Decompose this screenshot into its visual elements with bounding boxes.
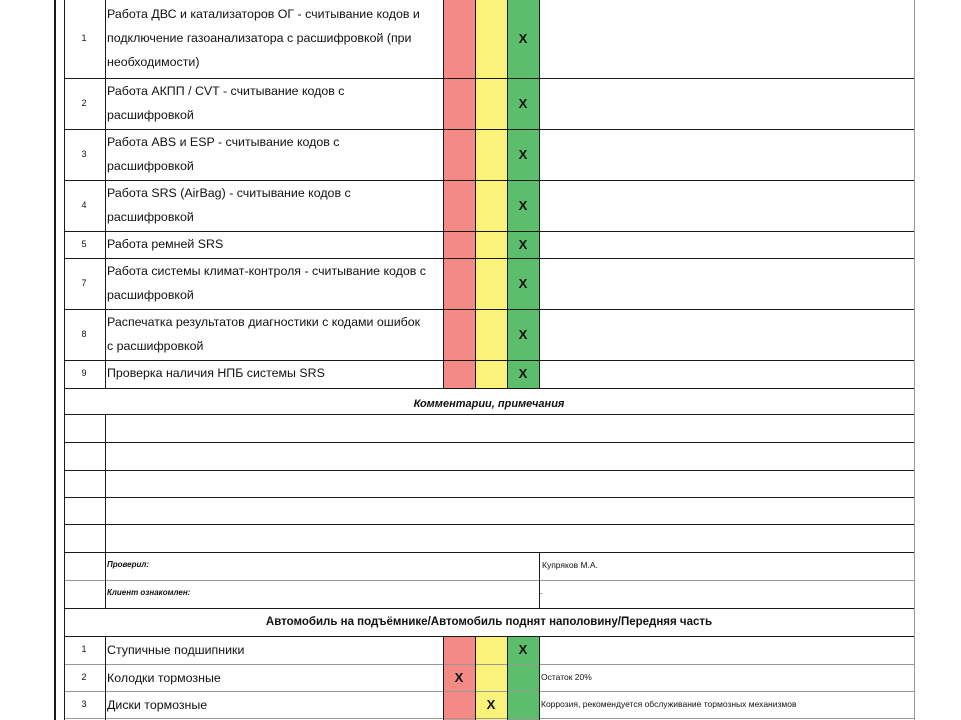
status-mark: X — [518, 197, 528, 213]
check-item-label: Работа ремней SRS — [107, 236, 224, 251]
yellow-column — [475, 0, 507, 388]
check-item-label: Работа системы климат-контроля - считывание кодов с — [107, 263, 426, 278]
check-item-label: Работа SRS (AirBag) - считывание кодов с — [107, 185, 351, 200]
v-rule — [539, 0, 540, 388]
client-acknowledged-label: Клиент ознакомлен: — [107, 588, 191, 597]
check-item-label: Ступичные подшипники — [107, 643, 245, 657]
h-rule — [64, 442, 914, 443]
row-number: 4 — [81, 199, 87, 210]
row-number: 7 — [81, 277, 87, 288]
check-item-label: Проверка наличия НПБ системы SRS — [107, 366, 325, 380]
status-mark: X — [518, 366, 528, 381]
v-rule — [105, 0, 106, 388]
status-mark: X — [518, 326, 528, 342]
h-rule — [64, 414, 914, 415]
section-lift-front-title: Автомобиль на подъёмнике/Автомобиль поднят наполовину/Передняя часть — [265, 616, 713, 628]
row-number: 5 — [81, 238, 87, 249]
row-number: 8 — [81, 328, 87, 339]
item-note: Коррозия, рекомендуется обслуживание тормозных механизмов — [541, 698, 797, 709]
check-item-label: Работа ДВС и катализаторов ОГ - считывание кодов и — [107, 7, 420, 21]
h-rule — [64, 636, 914, 637]
v-rule — [914, 0, 915, 720]
v-rule — [105, 552, 106, 608]
h-rule — [64, 718, 914, 719]
status-mark: X — [518, 95, 528, 111]
checked-by-value: Купряков М.А. — [542, 560, 598, 570]
item-note: Остаток 20% — [541, 671, 592, 682]
v-rule — [539, 636, 540, 720]
h-rule — [64, 580, 914, 581]
check-item-label: Распечатка результатов диагностики с кодами ошибок — [107, 314, 421, 329]
v-rule — [64, 388, 65, 720]
check-item-label: расшифровкой — [107, 287, 194, 302]
status-mark: X — [518, 146, 528, 162]
v-rule — [539, 552, 543, 608]
client-acknowledged-value: . — [540, 586, 543, 596]
h-rule — [64, 388, 914, 389]
v-rule — [105, 636, 106, 720]
comments-header: Комментарии, примечания — [413, 398, 565, 410]
check-item-label: необходимости) — [107, 55, 200, 69]
status-mark: X — [518, 275, 528, 291]
v-rule — [55, 0, 56, 720]
row-number: 1 — [81, 644, 87, 654]
check-item-label: Работа ABS и ESP - считывание кодов с — [107, 134, 340, 149]
check-item-label: расшифровкой — [107, 107, 194, 122]
check-item-label: подключение газоанализатора с расшифровкой (при — [107, 31, 412, 45]
row-number: 9 — [81, 368, 87, 378]
row-number: 2 — [81, 97, 87, 108]
status-mark: X — [486, 696, 496, 712]
check-item-label: расшифровкой — [107, 158, 194, 173]
check-item-label: с расшифровкой — [107, 338, 204, 353]
h-rule — [64, 524, 914, 525]
v-rule — [475, 0, 476, 388]
v-rule — [443, 0, 444, 388]
check-item-label: расшифровкой — [107, 209, 194, 224]
status-mark: X — [518, 31, 528, 46]
h-rule — [64, 497, 914, 498]
red-column — [443, 0, 475, 388]
check-item-label: Колодки тормозные — [107, 670, 221, 685]
status-mark: X — [454, 669, 464, 685]
h-rule — [64, 470, 914, 471]
checked-by-label: Проверил: — [107, 560, 150, 569]
status-mark: X — [518, 642, 528, 657]
h-rule — [64, 552, 914, 553]
check-item-label: Работа АКПП / CVT - считывание кодов с — [107, 83, 345, 98]
v-rule — [105, 414, 106, 552]
row-number: 1 — [81, 33, 87, 43]
h-rule — [64, 608, 914, 609]
row-number: 2 — [81, 671, 87, 682]
status-mark: X — [518, 236, 528, 252]
row-number: 3 — [81, 148, 87, 159]
row-number: 3 — [81, 698, 87, 709]
check-item-label: Диски тормозные — [107, 697, 208, 712]
